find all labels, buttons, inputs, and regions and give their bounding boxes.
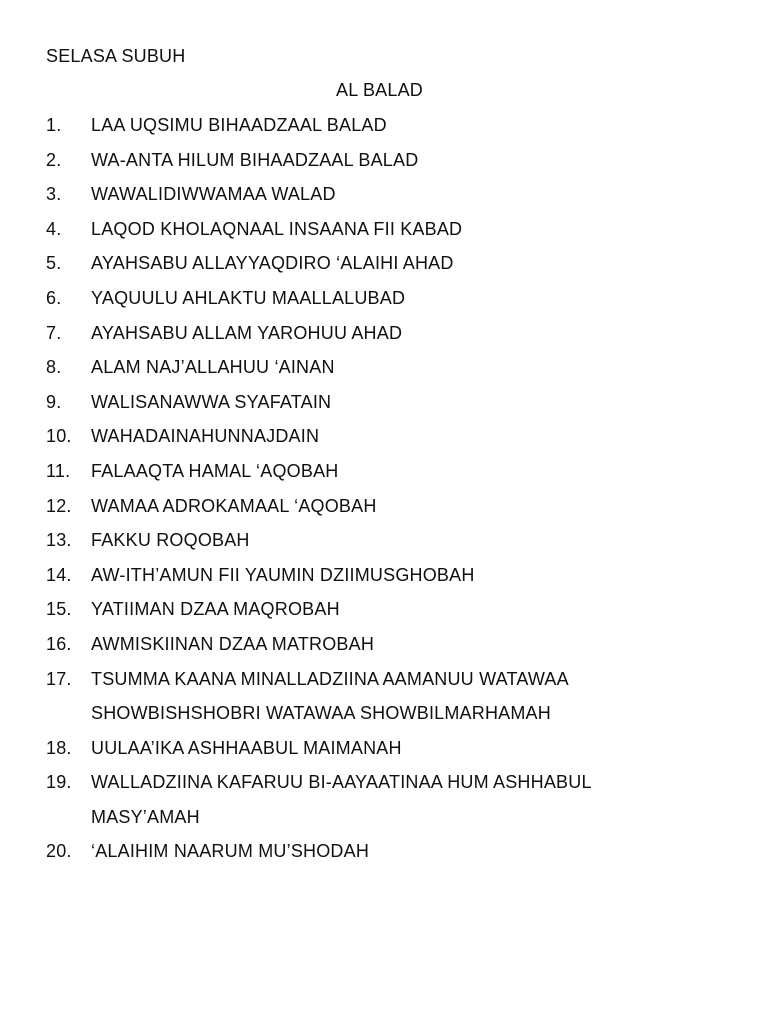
verse-text-line: WAWALIDIWWAMAA WALAD xyxy=(91,184,336,205)
verse-text xyxy=(91,425,711,460)
verse-number: 6. xyxy=(46,287,62,308)
verse-text-line: LAQOD KHOLAQNAAL INSAANA FII KABAD xyxy=(91,218,463,239)
verse-item xyxy=(0,218,768,253)
verse-number: 4. xyxy=(46,218,62,239)
verse-number: 7. xyxy=(46,322,62,343)
verse-number: 16. xyxy=(46,633,72,654)
verse-text-line: WA-ANTA HILUM BIHAADZAAL BALAD xyxy=(91,149,419,170)
verse-number: 17. xyxy=(46,668,72,689)
verse-text-line: YAQUULU AHLAKTU MAALLALUBAD xyxy=(91,287,406,308)
verse-item xyxy=(0,840,768,875)
verse-text-line: FALAAQTA HAMAL ‘AQOBAH xyxy=(91,460,339,481)
document-title: AL BALAD xyxy=(336,80,423,100)
verse-text xyxy=(91,633,711,668)
verse-number: 19. xyxy=(46,772,72,793)
verse-number: 3. xyxy=(46,184,62,205)
verse-item xyxy=(0,356,768,391)
verse-text xyxy=(91,218,711,253)
verse-text-line: WAHADAINAHUNNAJDAIN xyxy=(91,426,320,447)
verse-text-line: YATIIMAN DZAA MAQROBAH xyxy=(91,599,340,620)
verse-item xyxy=(0,495,768,530)
verse-number: 13. xyxy=(46,530,72,551)
verse-item xyxy=(0,252,768,287)
verse-number: 1. xyxy=(46,115,62,135)
verse-number: 18. xyxy=(46,737,72,758)
verse-number: 20. xyxy=(46,841,72,862)
verse-text-line: AYAHSABU ALLAM YAROHUU AHAD xyxy=(91,322,403,343)
verse-text xyxy=(91,668,711,737)
verse-text-line: WAMAA ADROKAMAAL ‘AQOBAH xyxy=(91,495,377,516)
verse-item xyxy=(0,633,768,668)
verse-number: 12. xyxy=(46,495,72,516)
verse-text xyxy=(91,252,711,287)
verse-text xyxy=(91,598,711,633)
verse-text xyxy=(91,322,711,357)
verse-text xyxy=(91,391,711,426)
verse-text-line: AW-ITH’AMUN FII YAUMIN DZIIMUSGHOBAH xyxy=(91,564,475,585)
verse-text xyxy=(91,356,711,391)
verse-text-line: WALLADZIINA KAFARUU BI-AAYAATINAA HUM ASHHABUL xyxy=(91,772,592,793)
verse-text xyxy=(91,114,711,149)
verse-number: 8. xyxy=(46,357,62,378)
verse-text xyxy=(91,737,711,772)
verse-item xyxy=(0,114,768,149)
verse-text-line: ‘ALAIHIM NAARUM MU’SHODAH xyxy=(91,841,370,862)
verse-number: 14. xyxy=(46,564,72,585)
verse-text xyxy=(91,495,711,530)
verse-number: 5. xyxy=(46,253,62,274)
verse-item xyxy=(0,183,768,218)
verse-item xyxy=(0,460,768,495)
verse-text-line: MASY’AMAH xyxy=(91,806,200,827)
verse-text-line: TSUMMA KAANA MINALLADZIINA AAMANUU WATAWAA xyxy=(91,668,569,689)
verse-text-line: UULAA’IKA ASHHAABUL MAIMANAH xyxy=(91,737,402,758)
document-heading: SELASA SUBUH xyxy=(46,46,186,66)
verse-number: 2. xyxy=(46,149,62,170)
verse-text-line: ALAM NAJ’ALLAHUU ‘AINAN xyxy=(91,357,335,378)
verse-number: 9. xyxy=(46,391,62,412)
verse-text-line: LAA UQSIMU BIHAADZAAL BALAD xyxy=(91,115,387,135)
verse-text xyxy=(91,183,711,218)
verse-item xyxy=(0,598,768,633)
verse-text-line: SHOWBISHSHOBRI WATAWAA SHOWBILMARHAMAH xyxy=(91,703,551,724)
verse-item xyxy=(0,322,768,357)
verse-item xyxy=(0,668,768,737)
verse-number: 11. xyxy=(46,460,71,481)
verse-number: 15. xyxy=(46,599,72,620)
verse-item xyxy=(0,149,768,184)
verse-text xyxy=(91,287,711,322)
verse-item xyxy=(0,564,768,599)
verse-item xyxy=(0,425,768,460)
verse-list xyxy=(0,114,768,875)
verse-item xyxy=(0,529,768,564)
verse-text-line: WALISANAWWA SYAFATAIN xyxy=(91,391,332,412)
verse-text xyxy=(91,149,711,184)
verse-item xyxy=(0,391,768,426)
verse-text xyxy=(91,460,711,495)
verse-text-line: AWMISKIINAN DZAA MATROBAH xyxy=(91,633,375,654)
verse-text-line: AYAHSABU ALLAYYAQDIRO ‘ALAIHI AHAD xyxy=(91,253,454,274)
verse-item xyxy=(0,771,768,840)
verse-number: 10. xyxy=(46,426,72,447)
verse-text-line: FAKKU ROQOBAH xyxy=(91,530,250,551)
verse-text xyxy=(91,529,711,564)
verse-text xyxy=(91,771,711,840)
verse-text xyxy=(91,564,711,599)
verse-text xyxy=(91,840,711,875)
verse-item xyxy=(0,287,768,322)
verse-item xyxy=(0,737,768,772)
